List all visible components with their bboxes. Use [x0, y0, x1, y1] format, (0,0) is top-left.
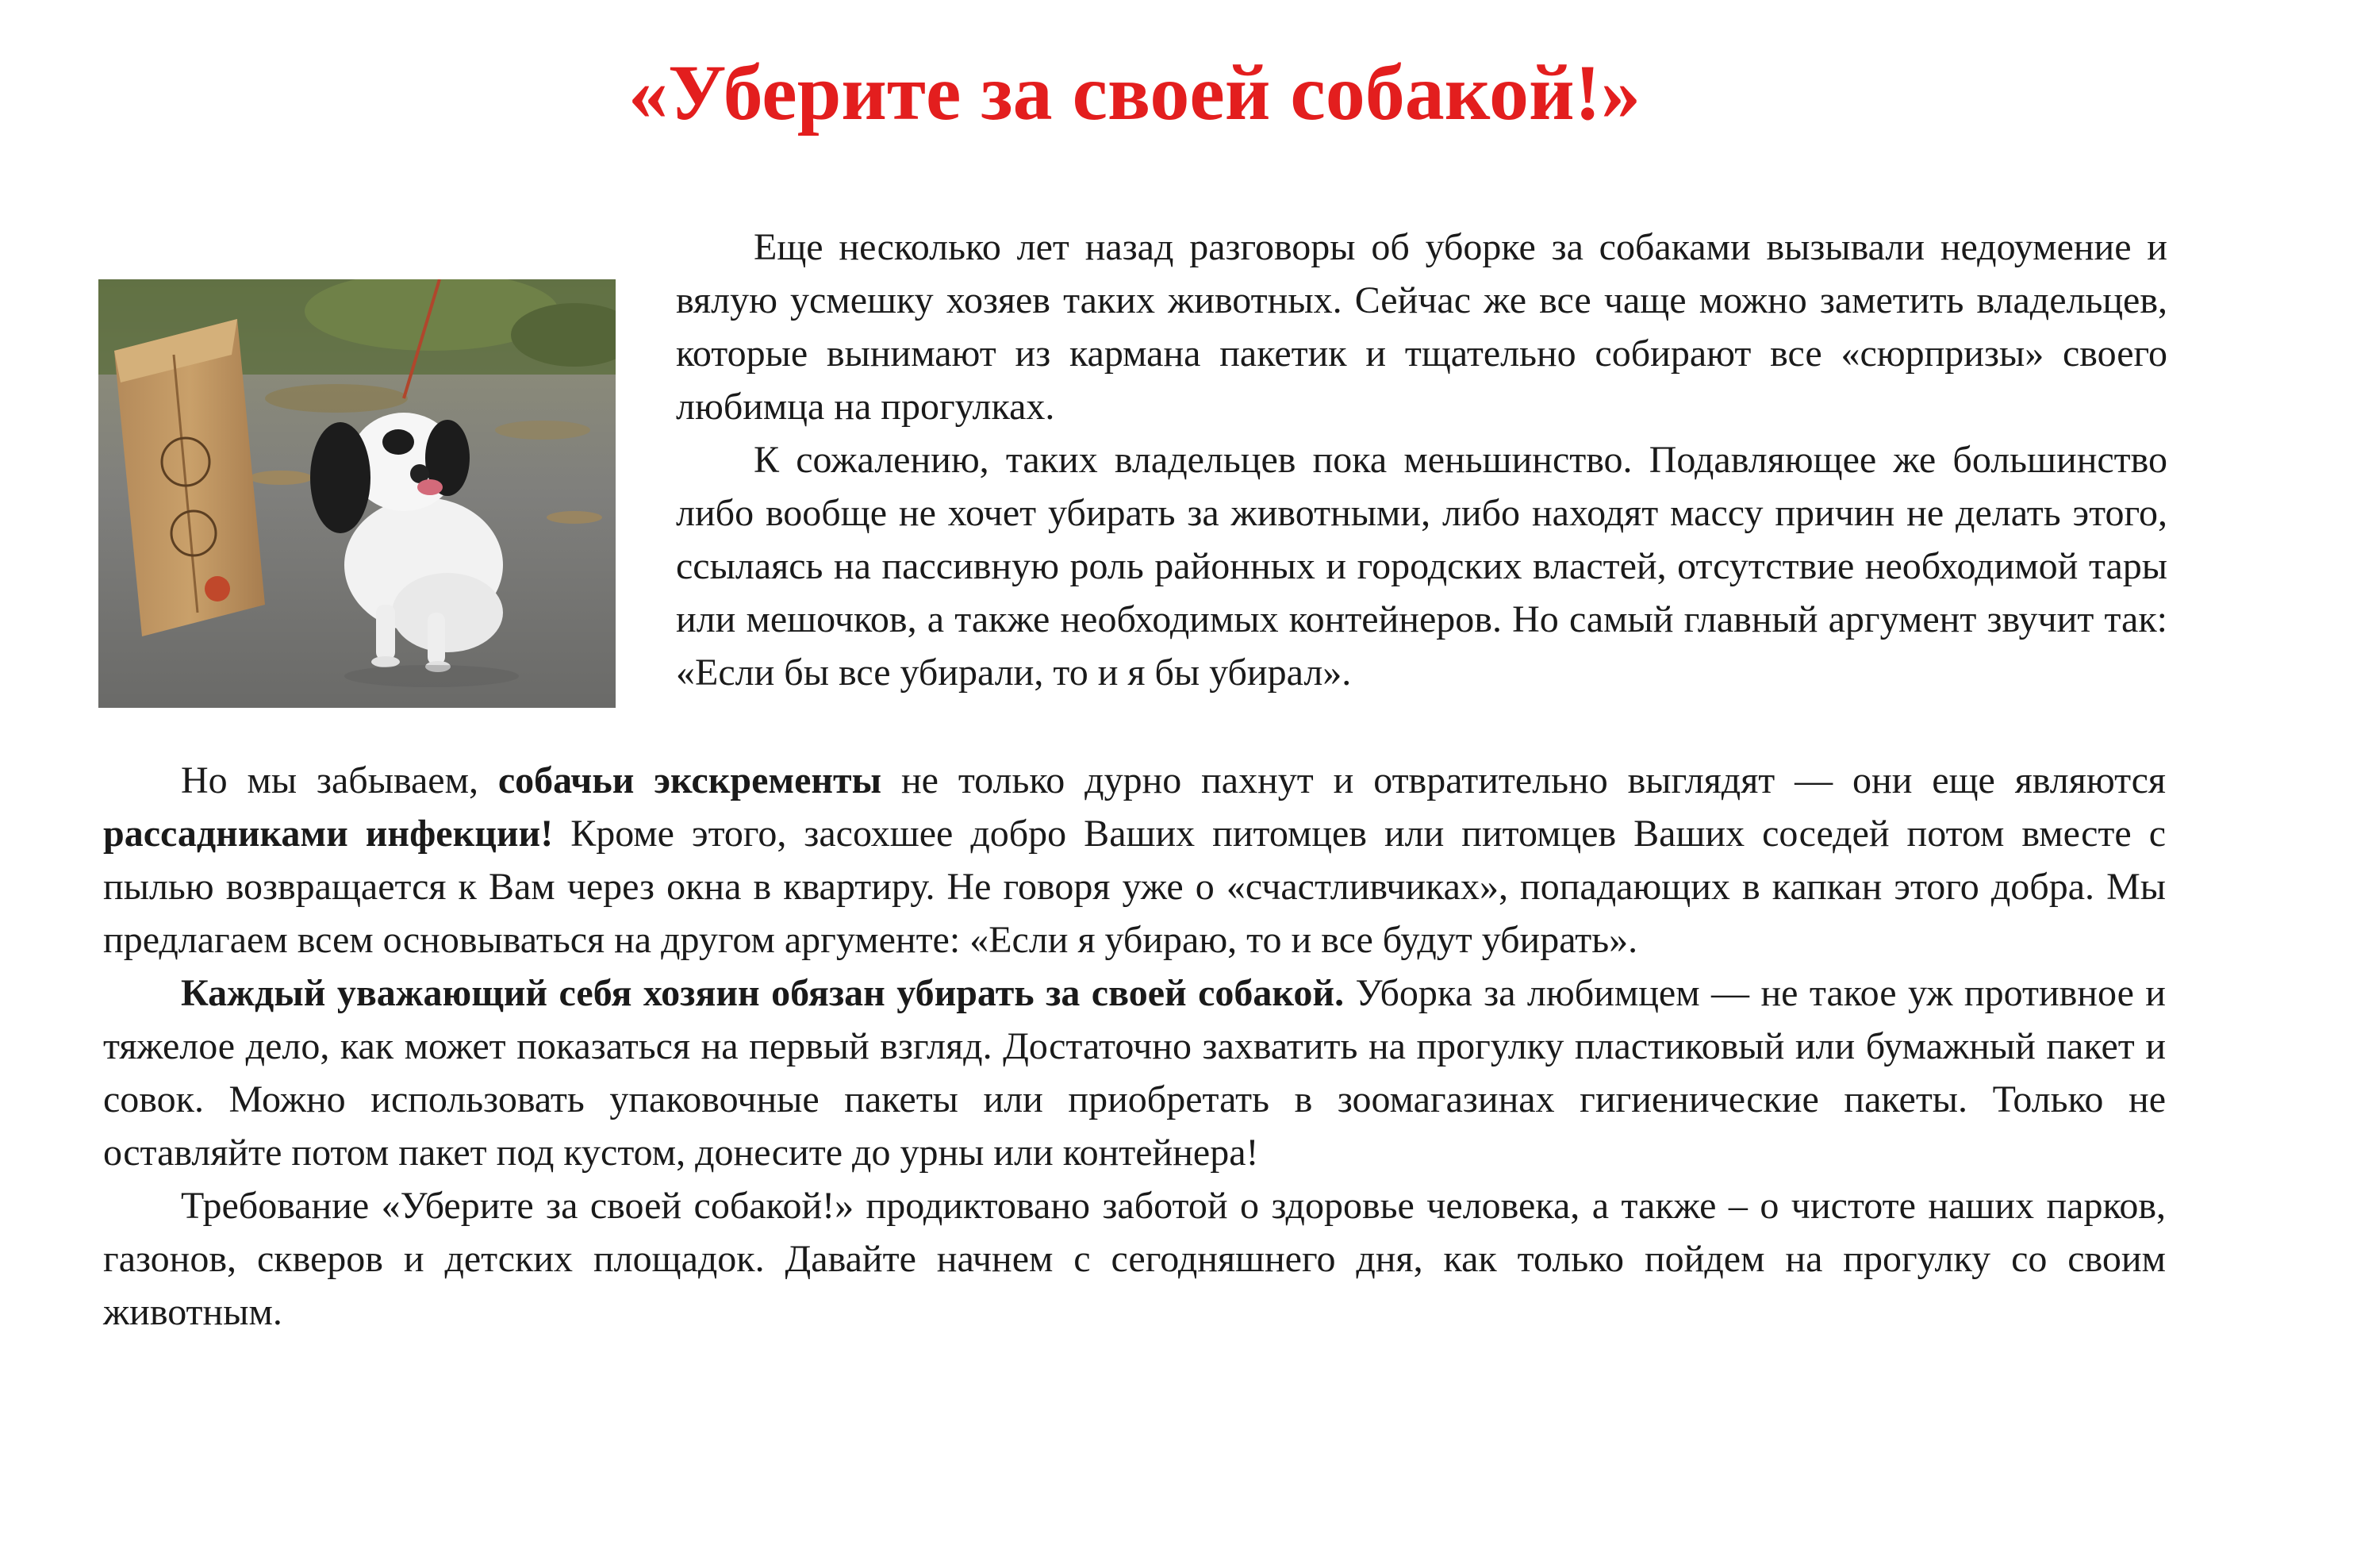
paragraph-3-bold-1: собачьи экскременты	[497, 759, 882, 801]
dog-photo	[98, 279, 616, 708]
paragraph-3-part-2: не только дурно пахнут и отвратительно выглядят — они еще являются	[881, 759, 2167, 801]
paragraph-1: Еще несколько лет назад разговоры об уборке за собаками вызывали недоумение и вялую усмешку хозяев таких животных. Сейчас же все чаще можно заметить владельцев, которые вынимают из кармана пакетик и тщательно собирают все «сюрпризы» своего любимца на прогулках.	[676, 226, 2167, 428]
paragraph-4	[103, 967, 2166, 1179]
intro-text-block	[676, 221, 2167, 699]
paragraph-4-text: Уборка за любимцем — не такое уж противное и тяжелое дело, как может показаться на первый взгляд. Достаточно захватить на прогулку пластиковый или бумажный пакет и совок. Можно использовать упаковочные пакеты или приобретать в зоомагазинах гигиенические пакеты. Только не оставляйте потом пакет под кустом, донесите до урны или контейнера!	[103, 972, 2166, 1174]
paragraph-4-bold: Каждый уважающий себя хозяин обязан убирать за своей собакой.	[181, 972, 1345, 1014]
paragraph-2: К сожалению, таких владельцев пока меньшинство. Подавляющее же большинство либо вообще не хочет убирать за животными, либо находят массу причин не делать этого, ссылаясь на пассивную роль районных и городских властей, отсутствие необходимой тары или мешочков, а также необходимых контейнеров. Но самый главный аргумент звучит так: «Если бы все убирали, то и я бы убирал».	[676, 439, 2167, 694]
main-text-block	[103, 754, 2166, 1339]
paragraph-3-part-3: Кроме этого, засохшее добро Ваших питомцев или питомцев Ваших соседей потом вместе с пылью возвращается к Вам через окна в квартиру. Не говоря уже о «счастливчиках», попадающих в капкан этого добра. Мы предлагаем всем основываться на другом аргументе: «Если я убираю, то и все будут убирать».	[103, 813, 2167, 961]
page-title: «Уберите за своей собакой!»	[628, 48, 1641, 136]
paragraph-3-part-1: Но мы забываем,	[181, 759, 498, 801]
paragraph-3-bold-2: рассадниками инфекции!	[103, 813, 554, 855]
paragraph-3	[103, 754, 2166, 967]
paragraph-5: Требование «Уберите за своей собакой!» продиктовано заботой о здоровье человека, а также – о чистоте наших парков, газонов, скверов и детских площадок. Давайте начнем с сегодняшнего дня, как только пойдем на прогулку со своим животным.	[103, 1185, 2166, 1333]
